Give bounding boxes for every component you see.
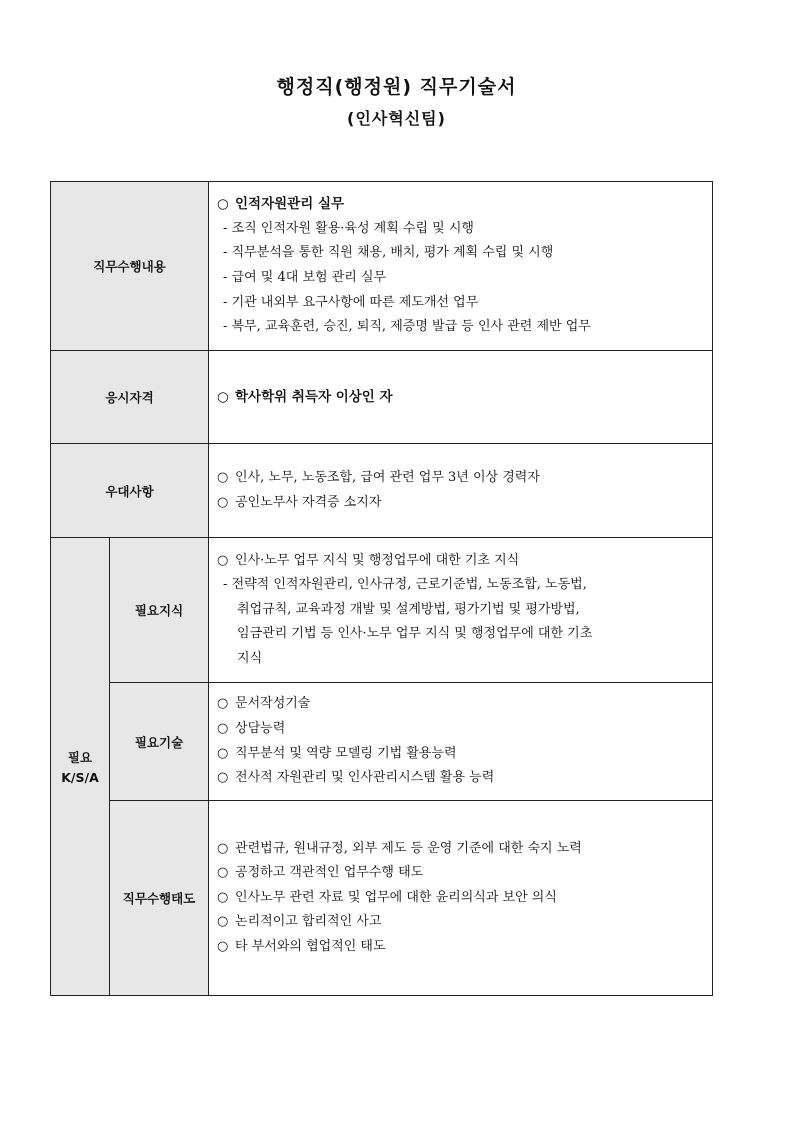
circle-bullet-icon: ○ <box>217 552 229 568</box>
list-item <box>217 315 704 340</box>
attitude-item: 공정하고 객관적인 업무수행 태도 <box>235 865 424 881</box>
knowledge-label: 필요지식 <box>110 538 209 683</box>
list-item <box>217 935 704 960</box>
knowledge-detail-line: 취업규칙, 교육과정 개발 및 설계방법, 평가기법 및 평가방법, <box>237 601 580 617</box>
dash-bullet-icon: - <box>223 270 228 285</box>
ksa-label <box>51 538 110 996</box>
list-item <box>217 549 704 574</box>
duty-item: 조직 인적자원 활용·육성 계획 수립 및 시행 <box>231 220 474 236</box>
dash-bullet-icon: - <box>223 245 228 261</box>
preference-item: 공인노무사 자격증 소지자 <box>235 494 382 510</box>
circle-bullet-icon: ○ <box>217 196 229 213</box>
skill-item: 전사적 자원관리 및 인사관리시스템 활용 능력 <box>235 770 495 786</box>
dash-bullet-icon: - <box>223 294 228 310</box>
circle-bullet-icon: ○ <box>217 696 229 712</box>
circle-bullet-icon: ○ <box>217 720 229 736</box>
circle-bullet-icon: ○ <box>217 770 229 786</box>
knowledge-content <box>209 538 713 683</box>
knowledge-item: 인사·노무 업무 지식 및 행정업무에 대한 기초 지식 <box>235 552 520 568</box>
attitude-item: 타 부서와의 협업적인 태도 <box>235 938 386 954</box>
duty-item: 복무, 교육훈련, 승진, 퇴직, 제증명 발급 등 인사 관련 제반 업무 <box>231 319 591 335</box>
circle-bullet-icon: ○ <box>217 865 229 881</box>
list-item <box>217 742 704 767</box>
knowledge-detail: 전략적 인적자원관리, 인사규정, 근로기준법, 노동조합, 노동법, <box>231 577 587 593</box>
duty-label: 직무수행내용 <box>51 182 209 351</box>
document-title: 행정직(행정원) 직무기술서 <box>276 76 517 98</box>
duty-content <box>209 182 713 351</box>
duty-heading-line <box>217 192 704 217</box>
knowledge-detail-line: 지식 <box>237 650 263 666</box>
preference-label: 우대사항 <box>51 444 209 538</box>
skill-item: 직무분석 및 역량 모델링 기법 활용능력 <box>235 745 457 761</box>
list-item <box>217 385 704 410</box>
team-subtitle: (인사혁신팀) <box>347 109 446 128</box>
attitude-content <box>209 801 713 996</box>
skill-item: 문서작성기술 <box>235 696 311 712</box>
circle-bullet-icon: ○ <box>217 914 229 930</box>
knowledge-row <box>51 538 713 683</box>
list-item <box>217 266 704 291</box>
list-item <box>217 466 704 491</box>
list-item <box>217 491 704 516</box>
skills-label: 필요기술 <box>110 683 209 801</box>
skills-content <box>209 683 713 801</box>
list-item <box>217 717 704 742</box>
preference-content <box>209 444 713 538</box>
attitude-row <box>51 801 713 996</box>
list-item <box>217 291 704 316</box>
dash-bullet-icon: - <box>223 319 228 335</box>
job-spec-table <box>50 181 713 996</box>
attitude-item: 인사노무 관련 자료 및 업무에 대한 윤리의식과 보안 의식 <box>235 889 557 905</box>
skills-row <box>51 683 713 801</box>
list-item <box>217 573 704 598</box>
qualification-label: 응시자격 <box>51 351 209 444</box>
preference-row <box>51 444 713 538</box>
circle-bullet-icon: ○ <box>217 745 229 761</box>
qualification-item: 학사학위 취득자 이상인 자 <box>235 388 393 405</box>
circle-bullet-icon: ○ <box>217 889 229 905</box>
preference-item: 인사, 노무, 노동조합, 급여 관련 업무 3년 이상 경력자 <box>235 469 540 485</box>
circle-bullet-icon: ○ <box>217 388 229 405</box>
list-item <box>217 861 704 886</box>
skill-item: 상담능력 <box>235 720 286 736</box>
list-item <box>217 886 704 911</box>
list-item <box>217 910 704 935</box>
list-item <box>217 692 704 717</box>
attitude-label: 직무수행태도 <box>110 801 209 996</box>
circle-bullet-icon: ○ <box>217 938 229 954</box>
dash-bullet-icon: - <box>223 220 228 236</box>
ksa-label-line2: K/S/A <box>61 770 99 785</box>
qualification-row <box>51 351 713 444</box>
list-item <box>217 241 704 266</box>
attitude-item: 관련법규, 원내규정, 외부 제도 등 운영 기준에 대한 숙지 노력 <box>235 840 582 856</box>
circle-bullet-icon: ○ <box>217 469 229 485</box>
duty-heading: 인적자원관리 실무 <box>235 196 345 213</box>
circle-bullet-icon: ○ <box>217 840 229 856</box>
knowledge-detail-line: 임금관리 기법 등 인사·노무 업무 지식 및 행정업무에 대한 기초 <box>237 626 593 642</box>
attitude-item: 논리적이고 합리적인 사고 <box>235 914 382 930</box>
list-item <box>217 766 704 791</box>
dash-bullet-icon: - <box>223 577 228 593</box>
duty-item: 급여 및 4대 보험 관리 실무 <box>231 270 387 285</box>
list-item <box>217 217 704 242</box>
list-item <box>217 837 704 862</box>
qualification-content <box>209 351 713 444</box>
duty-item: 기관 내외부 요구사항에 따른 제도개선 업무 <box>231 294 479 310</box>
ksa-label-line1: 필요 <box>67 750 93 765</box>
duty-item: 직무분석을 통한 직원 채용, 배치, 평가 계획 수립 및 시행 <box>231 245 554 261</box>
duty-row <box>51 182 713 351</box>
circle-bullet-icon: ○ <box>217 494 229 510</box>
